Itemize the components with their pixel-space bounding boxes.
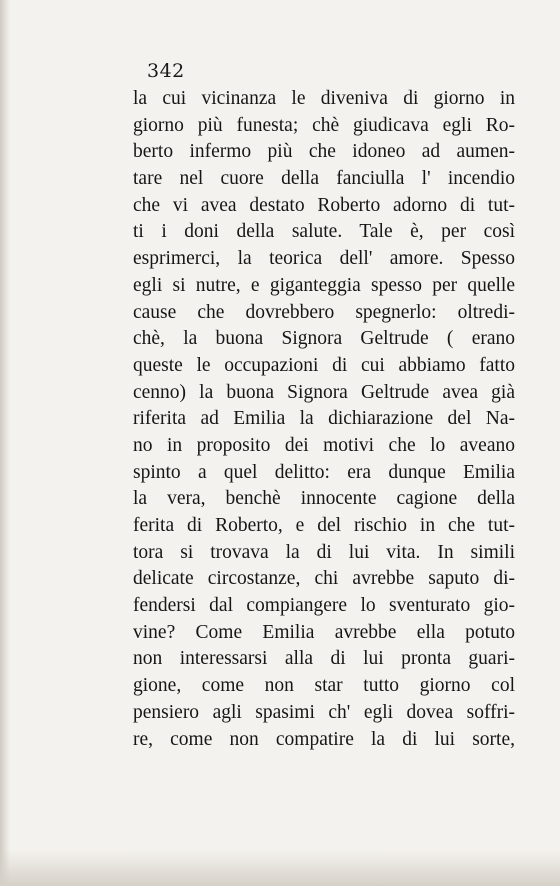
text-line: che vi avea destato Roberto adorno di tut- — [133, 194, 515, 216]
page-edge-shadow — [0, 0, 10, 886]
text-line: vine? Come Emilia avrebbe ella potuto — [133, 621, 515, 643]
text-line: non interessarsi alla di lui pronta guari- — [133, 648, 515, 670]
text-line: egli si nutre, e giganteggia spesso per quelle — [133, 274, 515, 296]
text-line: tare nel cuore della fanciulla l' incendio — [133, 168, 515, 190]
text-line: la vera, benchè innocente cagione della — [133, 488, 515, 510]
text-line: re, come non compatire la di lui sorte, — [133, 728, 515, 750]
page-number: 342 — [147, 60, 185, 82]
text-line: tora si trovava la di lui vita. In simili — [133, 541, 515, 563]
text-line: no in proposito dei motivi che lo aveano — [133, 434, 515, 456]
text-line: pensiero agli spasimi ch' egli dovea soffri- — [133, 701, 515, 723]
text-line: cenno) la buona Signora Geltrude avea già — [133, 381, 515, 403]
text-line: ti i doni della salute. Tale è, per così — [133, 221, 515, 243]
text-line: esprimerci, la teorica dell' amore. Spesso — [133, 248, 515, 270]
page-bottom-wear — [0, 850, 560, 886]
text-line: giorno più funesta; chè giudicava egli Ro- — [133, 114, 515, 136]
text-line: chè, la buona Signora Geltrude ( erano — [133, 328, 515, 350]
text-line: cause che dovrebbero spegnerlo: oltredi- — [133, 301, 515, 323]
text-line: la cui vicinanza le diveniva di giorno in — [133, 88, 515, 109]
text-line: ferita di Roberto, e del rischio in che tut- — [133, 515, 515, 536]
body-text — [133, 86, 515, 753]
text-line: berto infermo più che idoneo ad aumen- — [133, 141, 515, 163]
text-line: gione, come non star tutto giorno col — [133, 675, 515, 697]
text-line: delicate circostanze, chi avrebbe saputo di- — [133, 568, 515, 590]
text-line: queste le occupazioni di cui abbiamo fatto — [133, 354, 515, 376]
text-line: riferita ad Emilia la dichiarazione del Na- — [133, 408, 515, 430]
text-line: spinto a quel delitto: era dunque Emilia — [133, 461, 515, 483]
text-line: fendersi dal compiangere lo sventurato gio- — [133, 595, 515, 617]
